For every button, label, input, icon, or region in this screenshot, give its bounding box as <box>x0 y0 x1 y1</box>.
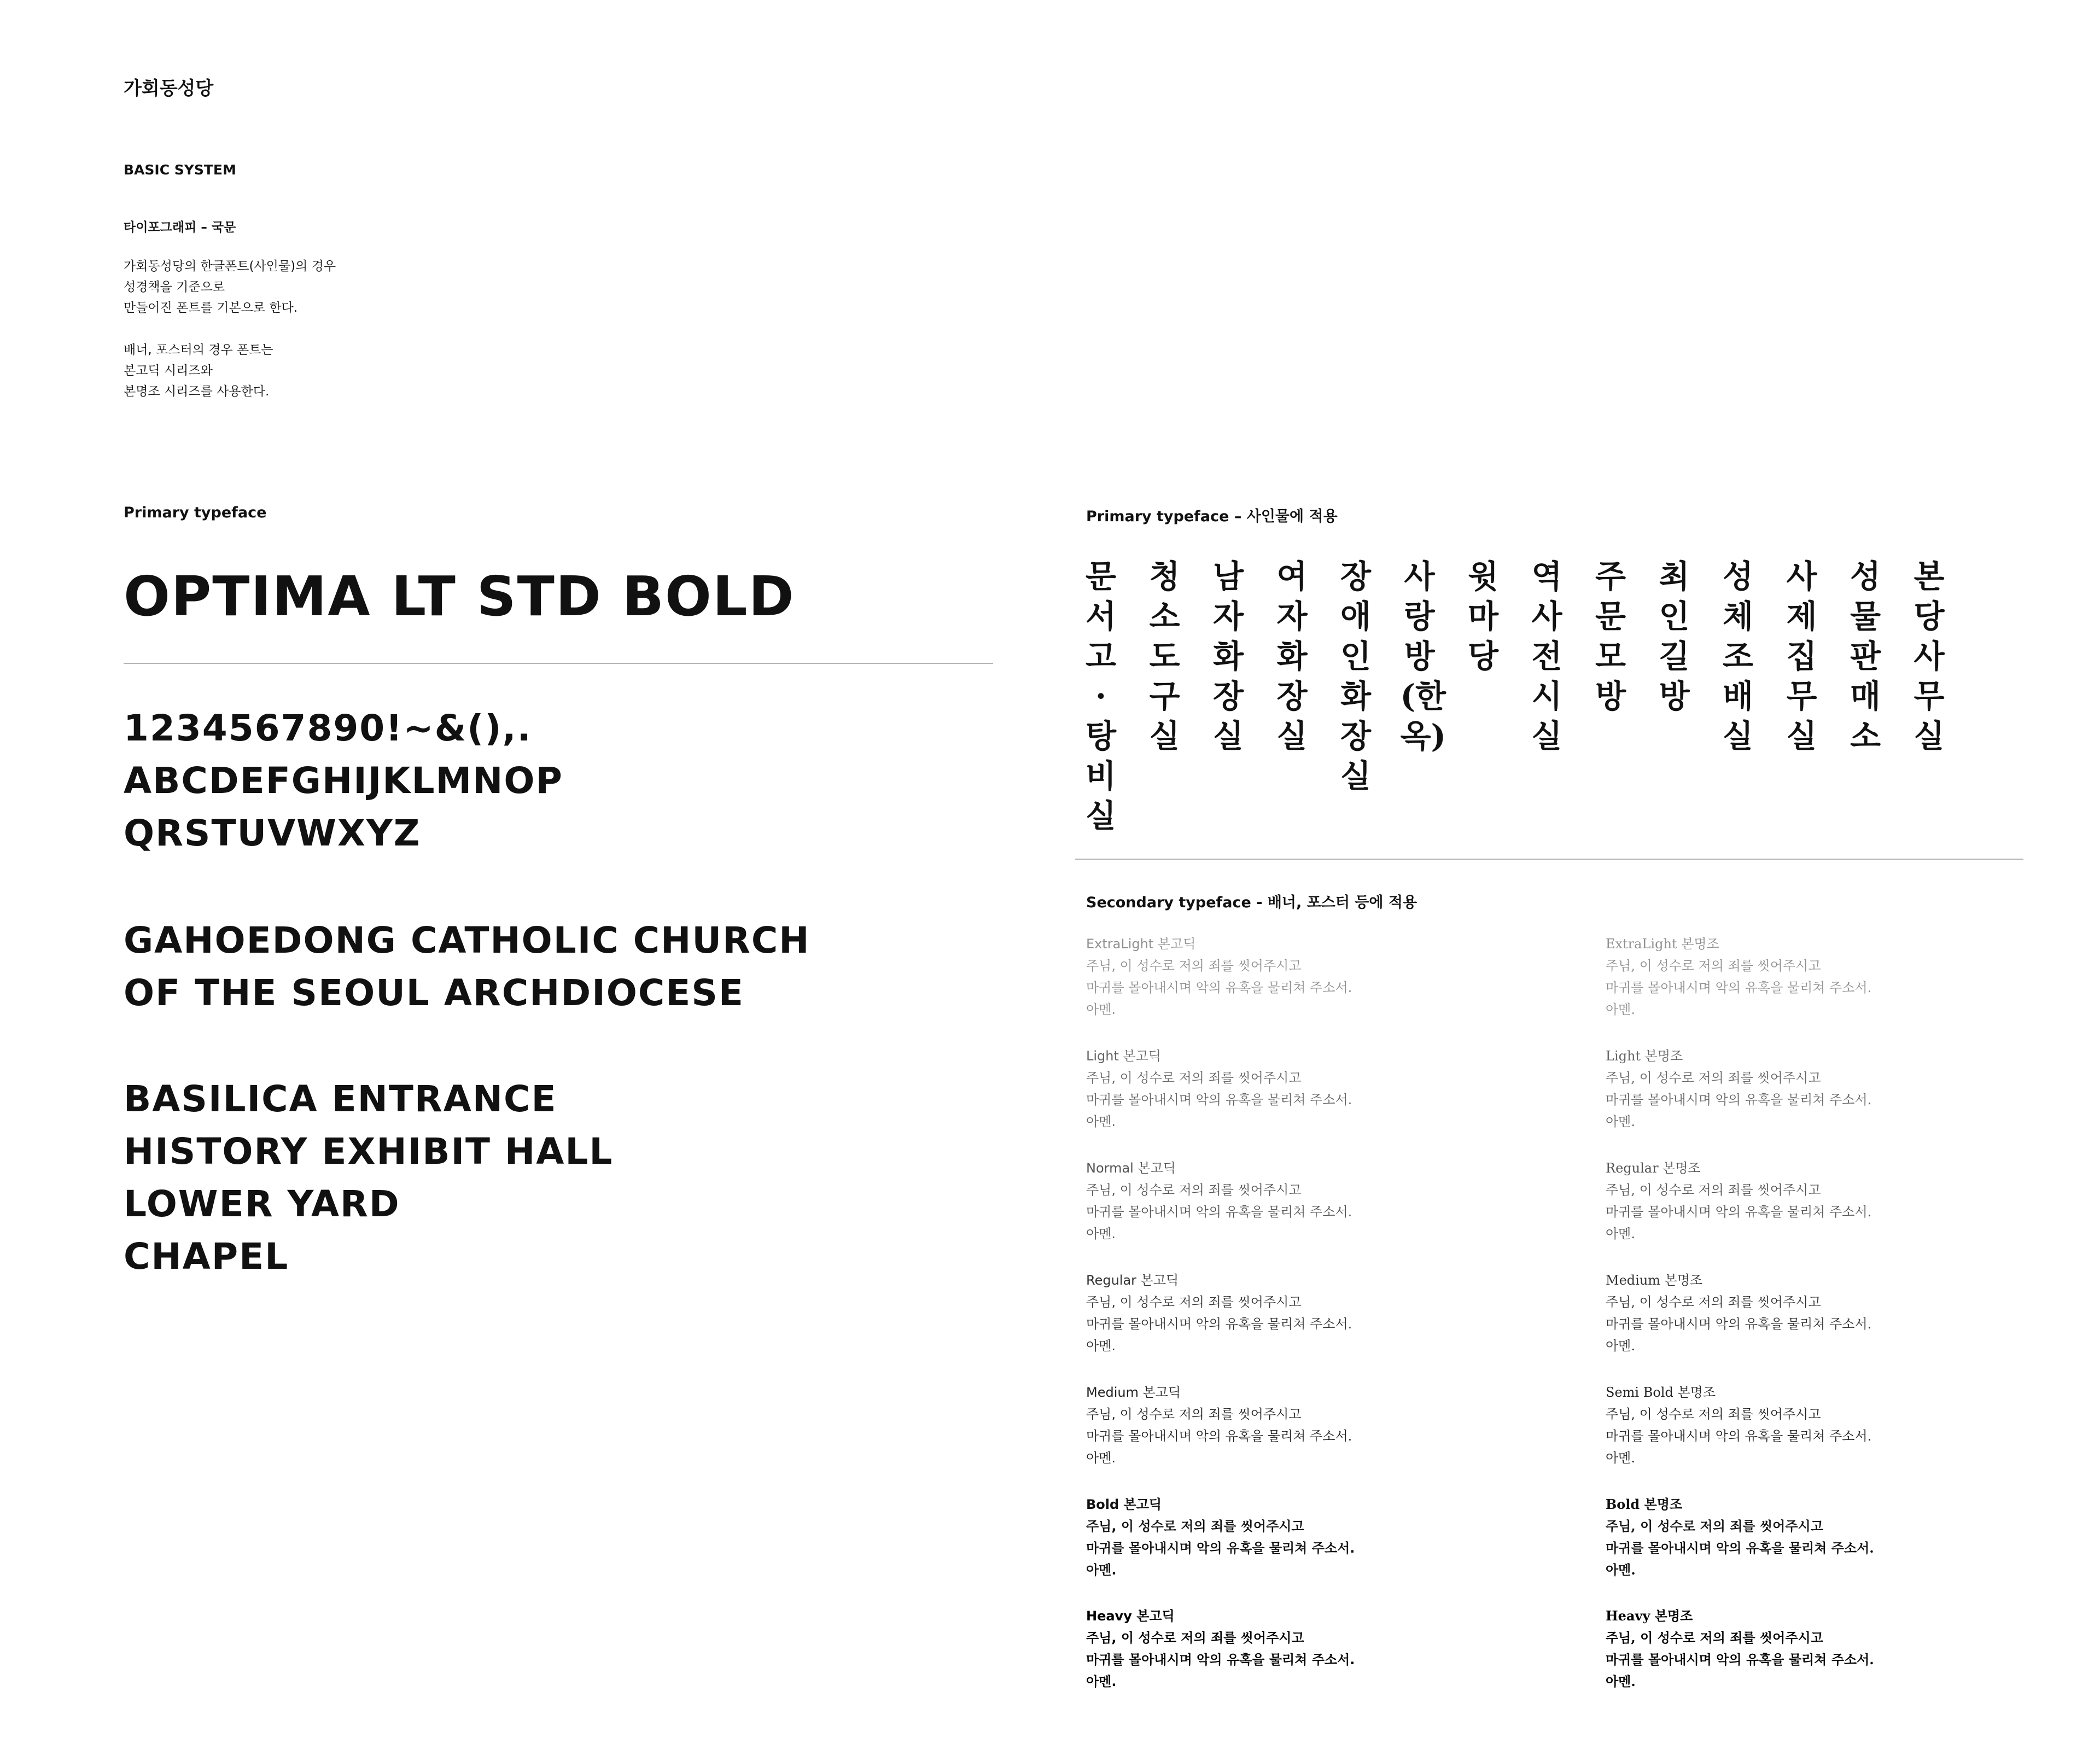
gothic-sample <box>1086 1494 1355 1581</box>
signage-column <box>1400 557 1446 756</box>
sample-text-line: 마귀를 몰아내시며 악의 유혹을 물리쳐 주소서. <box>1086 980 1352 995</box>
paragraph-line: 본고딕 시리즈와 <box>124 364 213 378</box>
sample-text-line: 아멘. <box>1086 1338 1116 1354</box>
description-paragraph-2 <box>124 340 273 402</box>
signage-column <box>1846 557 1885 756</box>
sample-text-line: 주님, 이 성수로 저의 죄를 씻어주시고 <box>1086 958 1302 973</box>
church-name-line: OF THE SEOUL ARCHDIOCESE <box>124 972 745 1014</box>
section-title-basic-system: BASIC SYSTEM <box>124 162 236 178</box>
signage-char: 도 <box>1149 638 1180 675</box>
sample-text-line: 주님, 이 성수로 저의 죄를 씻어주시고 <box>1606 958 1821 973</box>
sample-text-line: 마귀를 몰아내시며 악의 유혹을 물리쳐 주소서. <box>1086 1316 1352 1332</box>
room-name: BASILICA ENTRANCE <box>124 1078 557 1120</box>
charset-line: 1234567890!~&(),. <box>124 707 532 749</box>
gothic-sample <box>1086 933 1352 1020</box>
signage-column <box>1146 557 1184 756</box>
sample-text-line: 주님, 이 성수로 저의 죄를 씻어주시고 <box>1086 1519 1304 1534</box>
sample-text-line: 마귀를 몰아내시며 악의 유혹을 물리쳐 주소서. <box>1606 1204 1872 1220</box>
signage-char: 시 <box>1531 678 1562 715</box>
signage-char: 판 <box>1850 638 1881 675</box>
charset-specimen <box>124 702 563 860</box>
charset-line: QRSTUVWXYZ <box>124 812 421 854</box>
sample-text-line: 아멘. <box>1086 1674 1117 1689</box>
signage-char: 서 <box>1085 598 1117 635</box>
signage-char: 애 <box>1340 598 1372 635</box>
signage-char: 당 <box>1914 598 1945 635</box>
signage-char: 사 <box>1404 558 1435 595</box>
typography-heading: 타이포그래피 – 국문 <box>124 220 236 235</box>
sample-text-line: 아멘. <box>1086 1562 1117 1578</box>
primary-font-name: OPTIMA LT STD BOLD <box>124 564 795 628</box>
room-name: HISTORY EXHIBIT HALL <box>124 1130 614 1173</box>
signage-column <box>1591 557 1630 716</box>
sample-weight-name: Medium 본고딕 <box>1086 1385 1181 1400</box>
signage-char: 장 <box>1276 678 1308 715</box>
signage-char: · <box>1095 678 1107 715</box>
gothic-sample <box>1086 1045 1352 1133</box>
signage-char: 물 <box>1850 598 1881 635</box>
sample-weight-name: Medium 본명조 <box>1606 1273 1703 1288</box>
myeongjo-sample <box>1606 1269 1871 1357</box>
sample-text-line: 주님, 이 성수로 저의 죄를 씻어주시고 <box>1086 1294 1302 1310</box>
gothic-sample <box>1086 1157 1352 1245</box>
sample-text-line: 주님, 이 성수로 저의 죄를 씻어주시고 <box>1606 1518 1823 1534</box>
divider-line <box>124 663 993 664</box>
signage-char: 실 <box>1914 718 1945 755</box>
signage-char: 실 <box>1212 718 1244 755</box>
myeongjo-sample <box>1606 1494 1874 1581</box>
paragraph-line: 성경책을 기준으로 <box>124 280 225 294</box>
signage-char: 실 <box>1149 718 1180 755</box>
sample-text-line: 아멘. <box>1606 1226 1635 1241</box>
signage-char: 실 <box>1276 718 1308 755</box>
sample-text-line: 아멘. <box>1606 1450 1635 1466</box>
paragraph-line: 만들어진 폰트를 기본으로 한다. <box>124 301 298 315</box>
signage-char: 사 <box>1531 598 1562 635</box>
signage-char: 장 <box>1340 558 1372 595</box>
signage-char: 윗 <box>1467 558 1499 595</box>
signage-char: 방 <box>1595 678 1626 715</box>
signage-char: 당 <box>1467 638 1499 675</box>
sample-text-line: 마귀를 몰아내시며 악의 유혹을 물리쳐 주소서. <box>1606 1540 1874 1556</box>
signage-column <box>1082 557 1120 836</box>
sample-text-line: 주님, 이 성수로 저의 죄를 씻어주시고 <box>1606 1070 1821 1086</box>
signage-char: 화 <box>1212 638 1244 675</box>
divider-line <box>1075 859 2023 860</box>
paragraph-line: 배너, 포스터의 경우 폰트는 <box>124 343 273 357</box>
sample-text-line: 마귀를 몰아내시며 악의 유혹을 물리쳐 주소서. <box>1606 1316 1872 1332</box>
signage-char: 실 <box>1531 718 1562 755</box>
sample-text-line: 마귀를 몰아내시며 악의 유혹을 물리쳐 주소서. <box>1606 1092 1872 1107</box>
sample-text-line: 마귀를 몰아내시며 악의 유혹을 물리쳐 주소서. <box>1086 1428 1352 1444</box>
myeongjo-sample <box>1606 1045 1871 1133</box>
signage-char: 조 <box>1722 638 1754 675</box>
paragraph-line: 본명조 시리즈를 사용한다. <box>124 384 270 399</box>
signage-char: 고 <box>1085 638 1117 675</box>
signage-char: 역 <box>1531 558 1562 595</box>
myeongjo-sample <box>1606 1381 1871 1469</box>
myeongjo-sample <box>1606 933 1871 1020</box>
signage-char: 문 <box>1595 598 1626 635</box>
signage-char: 랑 <box>1404 598 1435 635</box>
sample-text-line: 마귀를 몰아내시며 악의 유혹을 물리쳐 주소서. <box>1606 1652 1874 1667</box>
sample-weight-name: Semi Bold 본명조 <box>1606 1385 1716 1400</box>
signage-char: 실 <box>1722 718 1754 755</box>
charset-line: ABCDEFGHIJKLMNOP <box>124 760 563 802</box>
signage-char: 구 <box>1149 678 1180 715</box>
signage-char: 남 <box>1212 558 1244 595</box>
signage-char: 체 <box>1722 598 1754 635</box>
signage-char: 실 <box>1085 797 1117 835</box>
sample-weight-name: ExtraLight 본명조 <box>1606 936 1719 952</box>
sample-text-line: 주님, 이 성수로 저의 죄를 씻어주시고 <box>1086 1182 1302 1198</box>
signage-char: 주 <box>1595 558 1626 595</box>
church-name-specimen <box>124 914 810 1019</box>
signage-char: 화 <box>1340 678 1372 715</box>
sample-text-line: 마귀를 몰아내시며 악의 유혹을 물리쳐 주소서. <box>1086 1204 1352 1220</box>
sample-weight-name: Light 본고딕 <box>1086 1048 1162 1064</box>
signage-column <box>1528 557 1566 756</box>
signage-column <box>1783 557 1821 756</box>
room-name: LOWER YARD <box>124 1183 400 1225</box>
sample-weight-name: Light 본명조 <box>1606 1048 1683 1064</box>
sample-weight-name: Heavy 본명조 <box>1606 1608 1693 1624</box>
signage-char: 사 <box>1786 558 1817 595</box>
sample-text-line: 마귀를 몰아내시며 악의 유혹을 물리쳐 주소서. <box>1086 1541 1355 1556</box>
room-names-specimen <box>124 1073 614 1283</box>
signage-char: 방 <box>1404 638 1435 675</box>
gothic-sample <box>1086 1605 1355 1693</box>
church-name-line: GAHOEDONG CATHOLIC CHURCH <box>124 919 810 961</box>
signage-char: 자 <box>1276 598 1308 635</box>
sample-weight-name: Regular 본명조 <box>1606 1160 1701 1176</box>
signage-char: 무 <box>1914 678 1945 715</box>
signage-column <box>1273 557 1311 756</box>
room-name: CHAPEL <box>124 1235 289 1278</box>
signage-char: 비 <box>1085 757 1117 795</box>
signage-char: 인 <box>1659 598 1690 635</box>
signage-char: 집 <box>1786 638 1817 675</box>
signage-char: 여 <box>1276 558 1308 595</box>
sample-weight-name: ExtraLight 본고딕 <box>1086 936 1196 952</box>
gothic-sample <box>1086 1269 1352 1357</box>
myeongjo-sample <box>1606 1157 1871 1245</box>
signage-char: 무 <box>1786 678 1817 715</box>
sample-weight-name: Bold 본명조 <box>1606 1496 1683 1512</box>
signage-char: 마 <box>1467 598 1499 635</box>
signage-char: 옥) <box>1400 718 1446 755</box>
sample-text-line: 마귀를 몰아내시며 악의 유혹을 물리쳐 주소서. <box>1086 1652 1355 1667</box>
signage-char: 실 <box>1786 718 1817 755</box>
sample-text-line: 마귀를 몰아내시며 악의 유혹을 물리쳐 주소서. <box>1606 1428 1872 1444</box>
signage-char: 사 <box>1914 638 1945 675</box>
sample-text-line: 아멘. <box>1606 1114 1635 1129</box>
sample-text-line: 주님, 이 성수로 저의 죄를 씻어주시고 <box>1086 1070 1302 1086</box>
sample-weight-name: Bold 본고딕 <box>1086 1497 1162 1512</box>
signage-char: 매 <box>1850 678 1881 715</box>
sample-weight-name: Normal 본고딕 <box>1086 1160 1176 1176</box>
signage-char: 화 <box>1276 638 1308 675</box>
brand-title: 가회동성당 <box>124 78 214 100</box>
sample-text-line: 주님, 이 성수로 저의 죄를 씻어주시고 <box>1606 1630 1823 1646</box>
signage-char: 성 <box>1722 558 1754 595</box>
signage-char: 소 <box>1850 718 1881 755</box>
gothic-sample <box>1086 1381 1352 1469</box>
signage-column <box>1464 557 1502 676</box>
sample-text-line: 주님, 이 성수로 저의 죄를 씻어주시고 <box>1606 1182 1821 1198</box>
signage-typeface-label: Primary typeface – 사인물에 적용 <box>1086 508 1338 525</box>
sample-text-line: 아멘. <box>1606 1562 1636 1578</box>
sample-text-line: 주님, 이 성수로 저의 죄를 씻어주시고 <box>1606 1294 1821 1310</box>
signage-char: 제 <box>1786 598 1817 635</box>
sample-text-line: 주님, 이 성수로 저의 죄를 씻어주시고 <box>1086 1630 1304 1646</box>
signage-column <box>1655 557 1694 716</box>
sample-text-line: 아멘. <box>1086 1450 1116 1466</box>
signage-char: 모 <box>1595 638 1626 675</box>
secondary-typeface-label: Secondary typeface - 배너, 포스터 등에 적용 <box>1086 894 1418 911</box>
signage-char: 소 <box>1149 598 1180 635</box>
signage-char: 문 <box>1085 558 1117 595</box>
sample-weight-name: Regular 본고딕 <box>1086 1273 1179 1288</box>
signage-char: 전 <box>1531 638 1562 675</box>
signage-column <box>1337 557 1375 796</box>
sample-text-line: 주님, 이 성수로 저의 죄를 씻어주시고 <box>1606 1407 1821 1422</box>
sample-text-line: 주님, 이 성수로 저의 죄를 씻어주시고 <box>1086 1407 1302 1422</box>
signage-char: 배 <box>1722 678 1754 715</box>
signage-column <box>1209 557 1247 756</box>
sample-text-line: 아멘. <box>1606 1002 1635 1017</box>
sample-text-line: 아멘. <box>1086 1114 1116 1129</box>
signage-char: 탕 <box>1085 718 1117 755</box>
signage-char: 길 <box>1659 638 1690 675</box>
signage-char: 자 <box>1212 598 1244 635</box>
signage-char: 성 <box>1850 558 1881 595</box>
sample-text-line: 마귀를 몰아내시며 악의 유혹을 물리쳐 주소서. <box>1086 1092 1352 1107</box>
sample-text-line: 아멘. <box>1086 1226 1116 1241</box>
signage-column <box>1719 557 1757 756</box>
sample-text-line: 마귀를 몰아내시며 악의 유혹을 물리쳐 주소서. <box>1606 980 1872 995</box>
paragraph-line: 가회동성당의 한글폰트(사인물)의 경우 <box>124 259 336 273</box>
description-paragraph-1 <box>124 256 336 318</box>
sample-text-line: 아멘. <box>1086 1002 1116 1017</box>
signage-char: 인 <box>1340 638 1372 675</box>
signage-char: 실 <box>1340 757 1372 795</box>
myeongjo-sample <box>1606 1605 1874 1693</box>
primary-typeface-label: Primary typeface <box>124 504 267 521</box>
signage-char: 청 <box>1149 558 1180 595</box>
signage-char: 장 <box>1340 718 1372 755</box>
signage-char: 최 <box>1659 558 1690 595</box>
sample-text-line: 아멘. <box>1606 1673 1636 1689</box>
signage-char: (한 <box>1400 678 1446 715</box>
sample-text-line: 아멘. <box>1606 1338 1635 1354</box>
sample-weight-name: Heavy 본고딕 <box>1086 1608 1175 1624</box>
signage-column <box>1910 557 1949 756</box>
signage-char: 본 <box>1914 558 1945 595</box>
signage-char: 방 <box>1659 678 1690 715</box>
signage-char: 장 <box>1212 678 1244 715</box>
